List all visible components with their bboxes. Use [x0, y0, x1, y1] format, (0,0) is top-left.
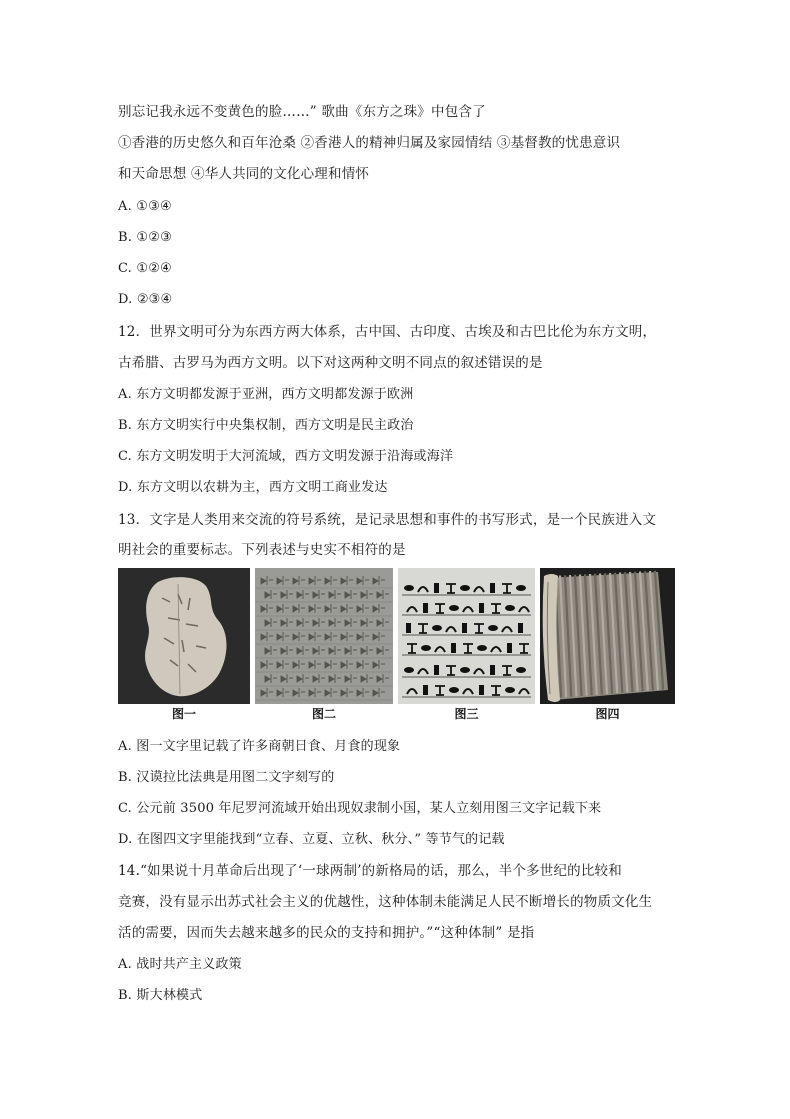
- figure-strip: [118, 568, 675, 724]
- oracle-bone-image: [118, 568, 250, 724]
- figure-3-hieroglyphs: [398, 568, 535, 724]
- figure-1-oracle-bone: [118, 568, 250, 724]
- q13-stem-line-2: 明社会的重要标志。下列表述与史实不相符的是: [118, 542, 406, 558]
- q12-stem-line-2: 古希腊、古罗马为西方文明。以下对这两种文明不同点的叙述错误的是: [118, 355, 543, 371]
- q11-option-c: C. ①②④: [118, 261, 172, 276]
- q11-stem-line-3: 和天命思想 ④华人共同的文化心理和情怀: [118, 166, 370, 182]
- q13-option-a: A. 图一文字里记载了许多商朝日食、月食的现象: [118, 739, 401, 754]
- q12-option-d: D. 东方文明以农耕为主，西方文明工商业发达: [118, 480, 388, 495]
- q14-stem-line-1: 14.“如果说十月革命后出现了‘一球两制’的新格局的话，那么，半个多世纪的比较和: [118, 863, 622, 879]
- q11-option-b: B. ①②③: [118, 230, 172, 245]
- q14-stem-line-2: 竞赛，没有显示出苏式社会主义的优越性，这种体制未能满足人民不断增长的物质文化生: [118, 894, 653, 910]
- q13-option-c: C. 公元前 3500 年尼罗河流域开始出现奴隶制小国，某人立刻用图三文字记载下来: [118, 801, 602, 816]
- hieroglyph-image: [398, 568, 535, 724]
- figure-2-cuneiform: [255, 568, 393, 724]
- q13-stem-line-1: 13．文字是人类用来交流的符号系统，是记录思想和事件的书写形式，是一个民族进入文: [118, 512, 657, 528]
- q11-option-d: D. ②③④: [118, 292, 173, 307]
- q14-stem-line-3: 活的需要，因而失去越来越多的民众的支持和拥护。”“这种体制” 是指: [118, 925, 535, 941]
- q13-option-d: D. 在图四文字里能找到“立春、立夏、立秋、秋分、” 等节气的记载: [118, 832, 505, 847]
- q12-option-b: B. 东方文明实行中央集权制，西方文明是民主政治: [118, 418, 414, 433]
- figure-2-caption: 图二: [311, 707, 336, 721]
- q14-option-a: A. 战时共产主义政策: [118, 957, 242, 972]
- q12-option-c: C. 东方文明发明于大河流域，西方文明发源于沿海或海洋: [118, 449, 454, 464]
- q11-option-a: A. ①③④: [118, 199, 172, 214]
- q11-stem-line-2: ①香港的历史悠久和百年沧桑 ②香港人的精神归属及家园情结 ③基督教的忧患意识: [118, 135, 621, 151]
- cuneiform-image: [255, 568, 393, 724]
- q11-stem-line-1: 别忘记我永远不变黄色的脸……” 歌曲《东方之珠》中包含了: [118, 104, 486, 120]
- q12-stem-line-1: 12．世界文明可分为东西方两大体系，古中国、古印度、古埃及和古巴比伦为东方文明，: [118, 324, 657, 340]
- bamboo-slips-image: [540, 568, 675, 724]
- figure-3-caption: 图三: [454, 707, 479, 721]
- figure-1-caption: 图一: [171, 707, 196, 721]
- figure-4-caption: 图四: [595, 707, 620, 721]
- q13-option-b: B. 汉谟拉比法典是用图二文字刻写的: [118, 770, 335, 785]
- figure-4-bamboo-slips: [540, 568, 675, 724]
- q14-option-b: B. 斯大林模式: [118, 988, 203, 1003]
- q12-option-a: A. 东方文明都发源于亚洲，西方文明都发源于欧洲: [118, 387, 414, 402]
